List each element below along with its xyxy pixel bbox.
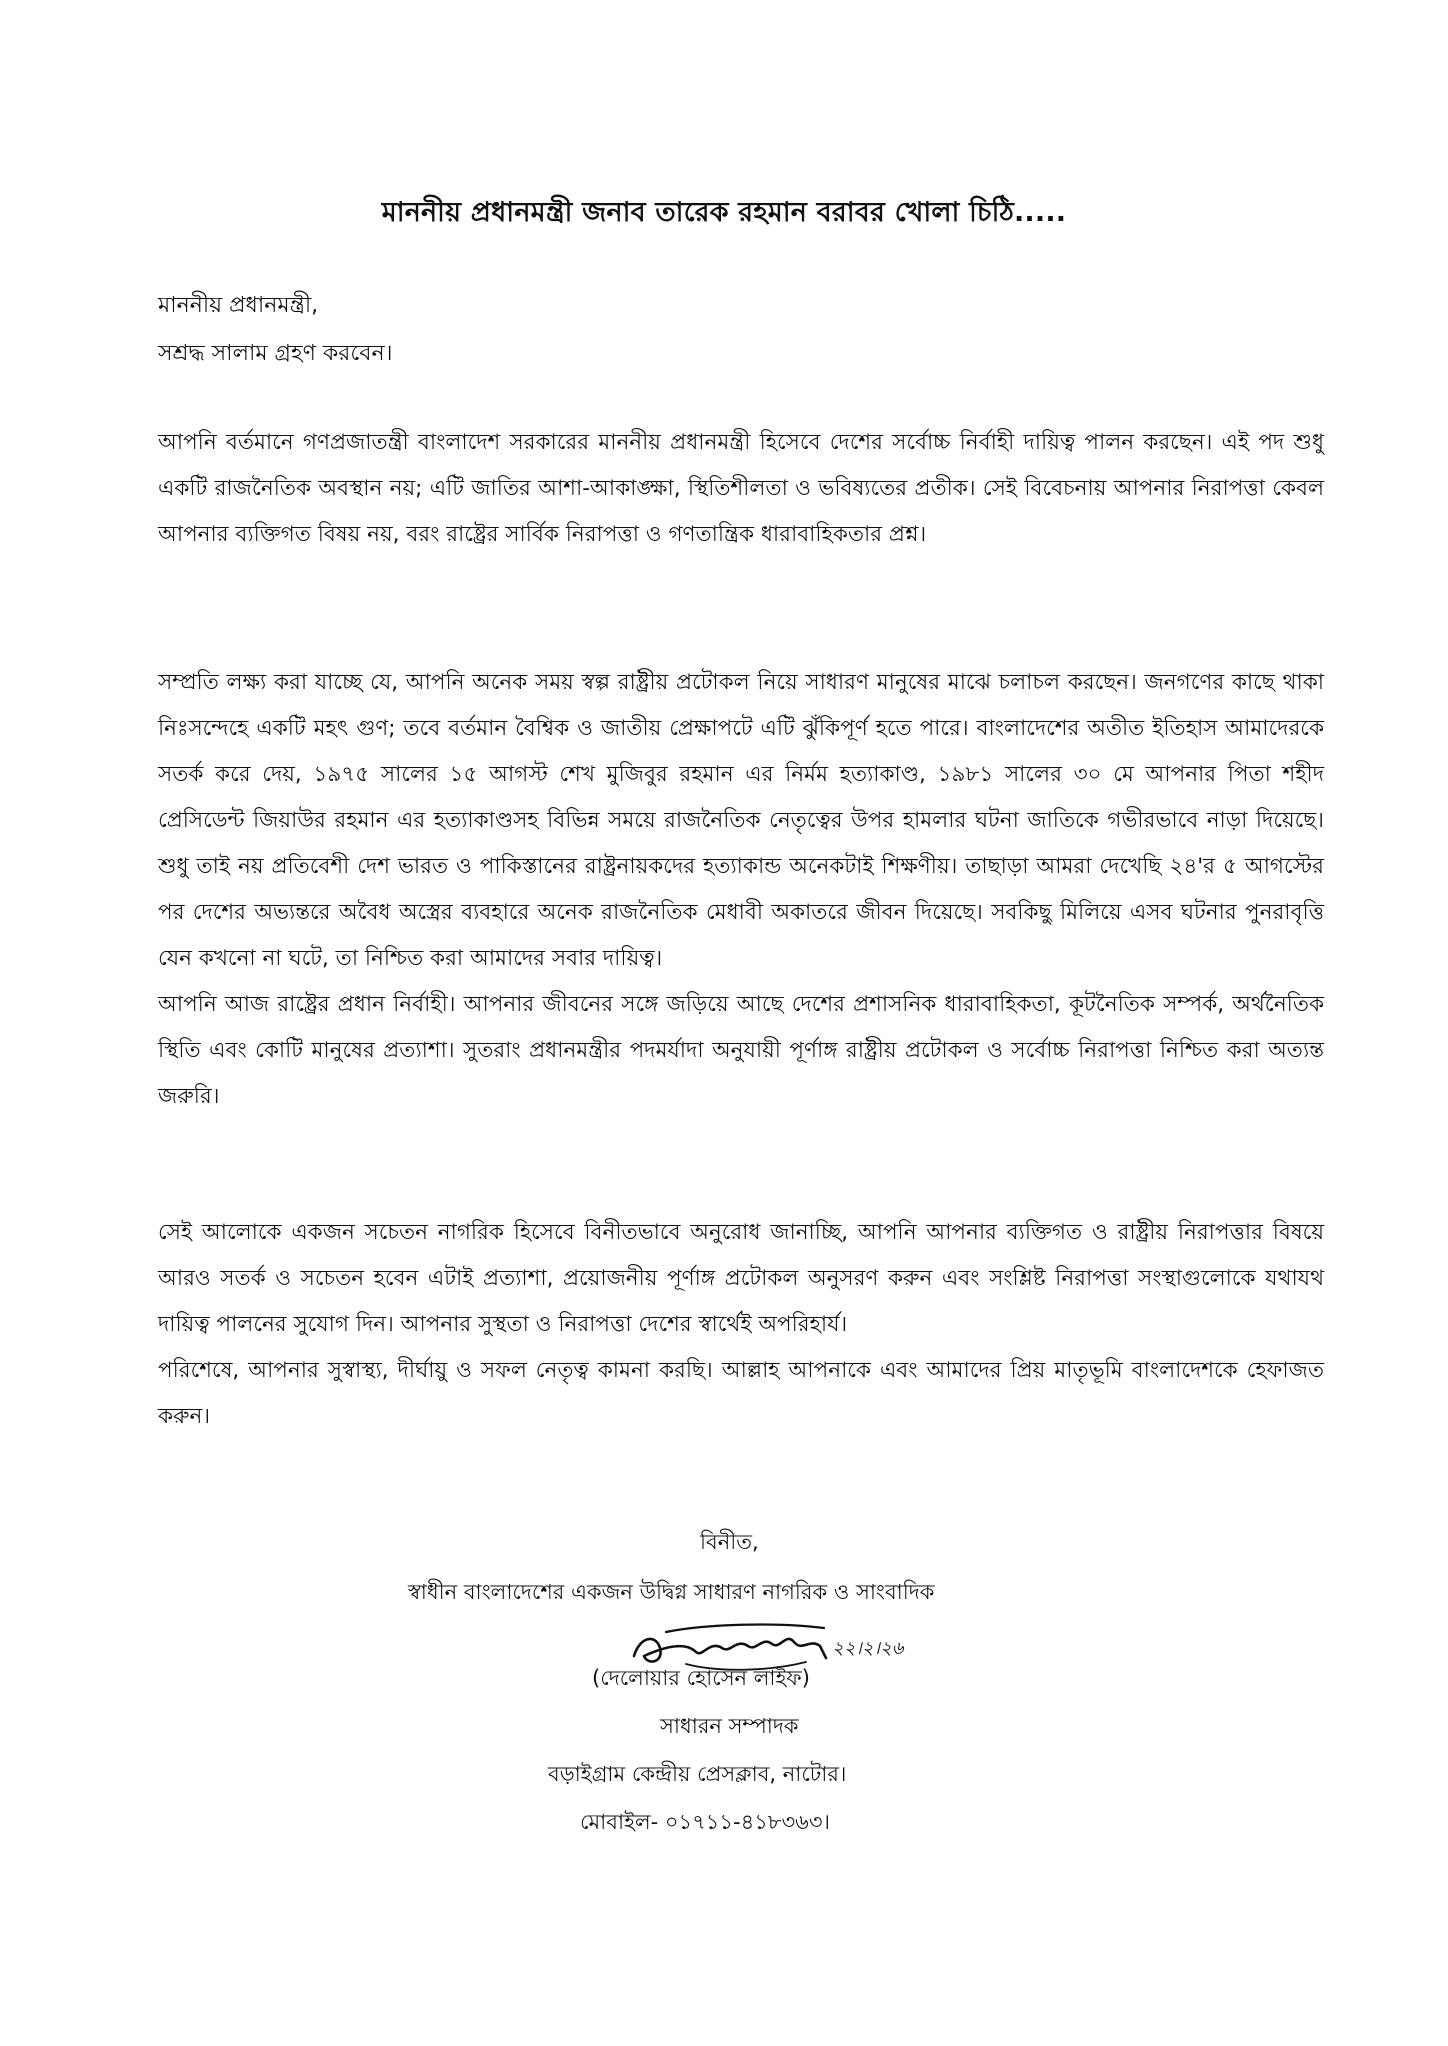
salutation-greeting: সশ্রদ্ধ সালাম গ্রহণ করবেন। [158, 341, 393, 366]
closing: বিনীত, [700, 1530, 759, 1554]
letter-paragraph-3 [158, 1210, 1324, 1440]
paragraph: আপনি আজ রাষ্ট্রের প্রধান নির্বাহী। আপনার জীবনের সঙ্গে জড়িয়ে আছে দেশের প্রশাসনিক ধারাবাহিকতা, কূটনৈতিক সম্পর্ক, অর্থনৈতিক স্থিতি এবং কোটি মানুষের প্রত্যাশা। সুতরাং প্রধানমন্ত্রীর পদমর্যাদা অনুযায়ী পূর্ণাঙ্গ রাষ্ট্রীয় প্রটোকল ও সর্বোচ্চ নিরাপত্তা নিশ্চিত করা অত্যন্ত জরুরি। [158, 992, 1324, 1109]
paragraph: সম্প্রতি লক্ষ্য করা যাচ্ছে যে, আপনি অনেক সময় স্বল্প রাষ্ট্রীয় প্রটোকল নিয়ে সাধারণ মানুষের মাঝে চলাচল করছেন। জনগণের কাছে থাকা নিঃসন্দেহে একটি মহৎ গুণ; তবে বর্তমান বৈশ্বিক ও জাতীয় প্রেক্ষাপটে এটি ঝুঁকিপূর্ণ হতে পারে। বাংলাদেশের অতীত ইতিহাস আমাদেরকে সতর্ক করে দেয়, ১৯৭৫ সালের ১৫ আগস্ট শেখ মুজিবুর রহমান এর নির্মম হত্যাকাণ্ড, ১৯৮১ সালের ৩০ মে আপনার পিতা শহীদ প্রেসিডেন্ট জিয়াউর রহমান এর হত্যাকাণ্ডসহ বিভিন্ন সময়ে রাজনৈতিক নেতৃত্বের উপর হামলার ঘটনা জাতিকে গভীরভাবে নাড়া দিয়েছে। শুধু তাই নয় প্রতিবেশী দেশ ভারত ও পাকিস্তানের রাষ্ট্রনায়কদের হত্যাকান্ড অনেকটাই শিক্ষণীয়। তাছাড়া আমরা দেখেছি ২৪'র ৫ আগস্টের পর দেশের অভ্যন্তরে অবৈধ অস্ত্রের ব্যবহারে অনেক রাজনৈতিক মেধাবী অকাতরে জীবন দিয়েছে। সবকিছু মিলিয়ে এসব ঘটনার পুনরাবৃত্তি যেন কখনো না ঘটে, তা নিশ্চিত করা আমাদের সবার দায়িত্ব। [158, 670, 1324, 971]
letter-title: মাননীয় প্রধানমন্ত্রী জনাব তারেক রহমান বরাবর খোলা চিঠি..... [381, 197, 1067, 228]
letter-paragraph-2 [158, 660, 1324, 1120]
letter-paragraph-1 [158, 420, 1324, 558]
signature-date: ২২।২।২৬ [832, 1638, 904, 1659]
salutation-addressee: মাননীয় প্রধানমন্ত্রী, [158, 293, 319, 318]
signer-identity: স্বাধীন বাংলাদেশের একজন উদ্বিগ্ন সাধারণ নাগরিক ও সাংবাদিক [408, 1580, 935, 1604]
signer-mobile: মোবাইল- ০১৭১১-৪১৮৩৬৩। [580, 1810, 830, 1834]
signer-organization: বড়াইগ্রাম কেন্দ্রীয় প্রেসক্লাব, নাটোর। [548, 1762, 847, 1786]
signer-title: সাধারন সম্পাদক [660, 1714, 799, 1738]
paragraph: আপনি বর্তমানে গণপ্রজাতন্ত্রী বাংলাদেশ সরকারের মাননীয় প্রধানমন্ত্রী হিসেবে দেশের সর্বোচ্চ নির্বাহী দায়িত্ব পালন করছেন। এই পদ শুধু একটি রাজনৈতিক অবস্থান নয়; এটি জাতির আশা-আকাঙ্ক্ষা, স্থিতিশীলতা ও ভবিষ্যতের প্রতীক। সেই বিবেচনায় আপনার নিরাপত্তা কেবল আপনার ব্যক্তিগত বিষয় নয়, বরং রাষ্ট্রের সার্বিক নিরাপত্তা ও গণতান্ত্রিক ধারাবাহিকতার প্রশ্ন। [158, 430, 1324, 547]
signer-name: (দেলোয়ার হোসেন লাইফ) [592, 1666, 810, 1690]
paragraph: সেই আলোকে একজন সচেতন নাগরিক হিসেবে বিনীতভাবে অনুরোধ জানাচ্ছি, আপনি আপনার ব্যক্তিগত ও রাষ্ট্রীয় নিরাপত্তার বিষয়ে আরও সতর্ক ও সচেতন হবেন এটাই প্রত্যাশা, প্রয়োজনীয় পূর্ণাঙ্গ প্রটোকল অনুসরণ করুন এবং সংশ্লিষ্ট নিরাপত্তা সংস্থাগুলোকে যথাযথ দায়িত্ব পালনের সুযোগ দিন। আপনার সুস্থতা ও নিরাপত্তা দেশের স্বার্থেই অপরিহার্য। [158, 1220, 1324, 1337]
paragraph: পরিশেষে, আপনার সুস্বাস্থ্য, দীর্ঘায়ু ও সফল নেতৃত্ব কামনা করছি। আল্লাহ আপনাকে এবং আমাদের প্রিয় মাতৃভূমি বাংলাদেশকে হেফাজত করুন। [158, 1358, 1324, 1429]
salutation [158, 282, 392, 378]
